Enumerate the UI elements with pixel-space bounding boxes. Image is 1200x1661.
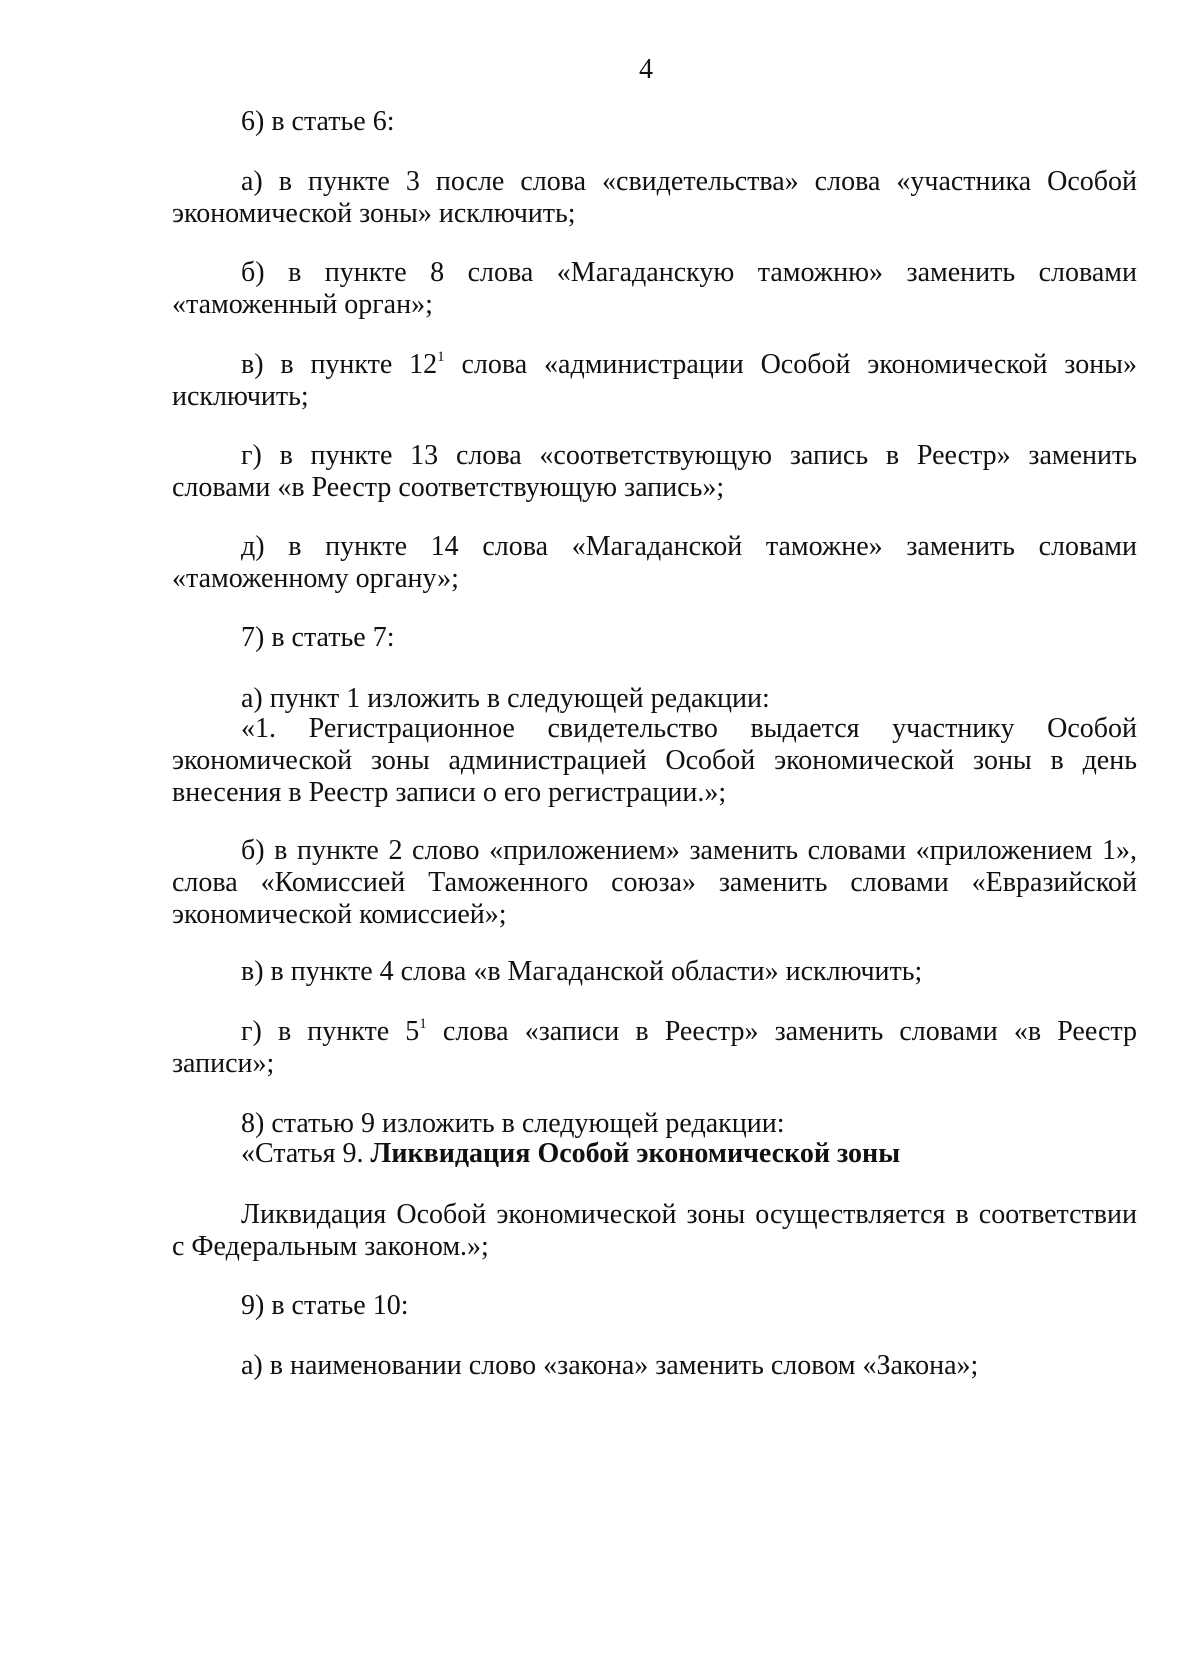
- paragraph-item-6d: д) в пункте 14 слова «Магаданской таможне» заменить словами «таможенному органу»;: [172, 531, 1137, 594]
- superscript: 1: [419, 1015, 427, 1032]
- page-number: 4: [639, 54, 653, 85]
- paragraph-item-6v-start: в) в пункте 12: [241, 349, 438, 380]
- paragraph-item-6a: а) в пункте 3 после слова «свидетельства» слова «участника Особой экономической зоны» исключить;: [172, 166, 1137, 229]
- quoted-text-7a: «1. Регистрационное свидетельство выдается участнику Особой экономической зоны администрацией Особой экономической зоны в день внесения в Реестр записи о его регистрации.»;: [172, 713, 1137, 808]
- paragraph-item-7v: в) в пункте 4 слова «в Магаданской области» исключить;: [241, 956, 923, 987]
- superscript: 1: [437, 348, 445, 365]
- article-heading-title: Ликвидация Особой экономической зоны: [370, 1138, 901, 1169]
- paragraph-item-9: 9) в статье 10:: [241, 1290, 409, 1321]
- paragraph-item-6v-end: слова «администрации Особой экономической зоны» исключить;: [172, 349, 1137, 412]
- paragraph-item-6b: б) в пункте 8 слова «Магаданскую таможню» заменить словами «таможенный орган»;: [172, 257, 1137, 320]
- paragraph-item-7a: а) пункт 1 изложить в следующей редакции:: [241, 683, 770, 714]
- paragraph-item-8: 8) статью 9 изложить в следующей редакции:: [241, 1108, 785, 1139]
- paragraph-item-6: 6) в статье 6:: [241, 106, 395, 137]
- paragraph-item-7b: б) в пункте 2 слово «приложением» заменить словами «приложением 1», слова «Комиссией Таможенного союза» заменить словами «Евразийской экономической комиссией»;: [172, 835, 1137, 930]
- paragraph-item-7g-start: г) в пункте 5: [241, 1016, 420, 1047]
- paragraph-item-6v: [172, 349, 1137, 413]
- article-heading-prefix: «Статья 9.: [241, 1138, 371, 1169]
- paragraph-item-9a: а) в наименовании слово «закона» заменить словом «Закона»;: [241, 1350, 979, 1381]
- paragraph-item-6g: г) в пункте 13 слова «соответствующую запись в Реестр» заменить словами «в Реестр соответствующую запись»;: [172, 440, 1137, 503]
- article-heading: [172, 1138, 1137, 1170]
- article-body: Ликвидация Особой экономической зоны осуществляется в соответствии с Федеральным законом.»;: [172, 1199, 1137, 1262]
- paragraph-item-7: 7) в статье 7:: [241, 622, 395, 653]
- paragraph-item-7g-end: слова «записи в Реестр» заменить словами «в Реестр записи»;: [172, 1016, 1137, 1079]
- paragraph-item-7g: [172, 1016, 1137, 1080]
